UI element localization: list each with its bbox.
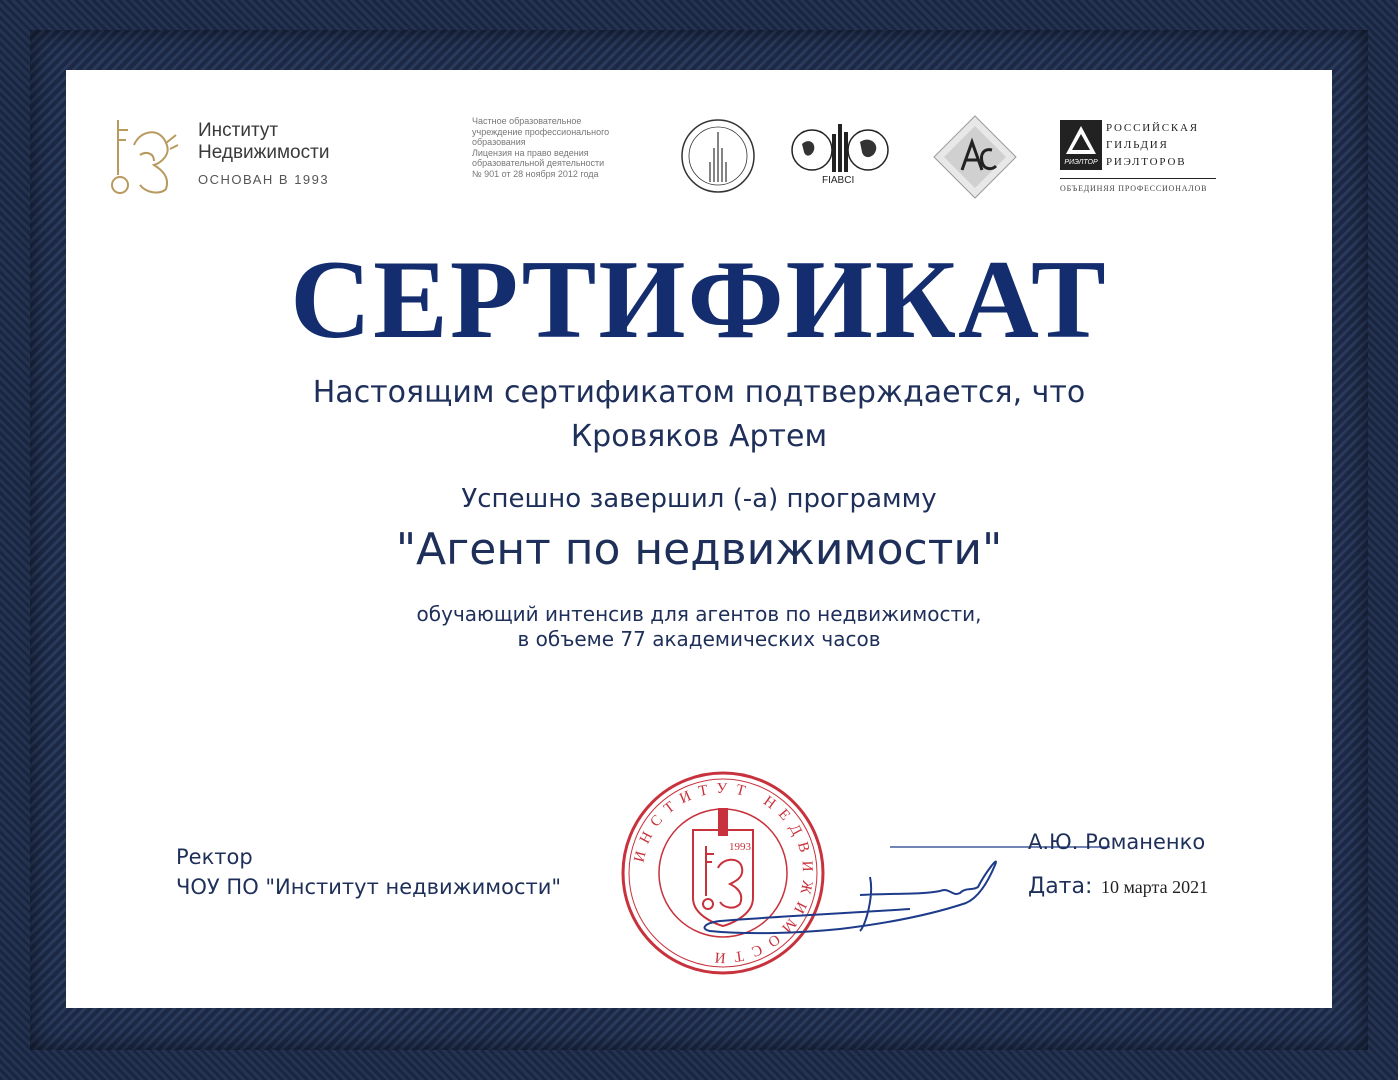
program-name: "Агент по недвижимости"	[395, 524, 1003, 575]
rgr-subtitle: ОБЪЕДИНЯЯ ПРОФЕССИОНАЛОВ	[1060, 184, 1208, 193]
date-label: Дата:	[1028, 874, 1093, 899]
rgr-name-line: ГИЛЬДИЯ	[1106, 139, 1169, 151]
rgr-name	[1106, 120, 1199, 171]
license-line: Лицензия на право ведения	[472, 147, 589, 158]
header-logos	[110, 110, 1230, 210]
license-line: № 901 от 28 ноября 2012 года	[472, 168, 599, 179]
institute-name-line2: Недвижимости	[198, 142, 330, 163]
business-academy-logo-icon	[680, 118, 756, 194]
rgr-name-line: РИЭЛТОРОВ	[1106, 156, 1187, 168]
institute-name	[198, 120, 329, 164]
program-description-line1: обучающий интенсив для агентов по недвижимости,	[416, 602, 982, 626]
fiabci-globes-logo-icon	[790, 122, 890, 174]
license-text	[472, 116, 662, 179]
institute-founded: ОСНОВАН В 1993	[198, 172, 330, 187]
license-line: образования	[472, 137, 526, 147]
rector-title: Ректор	[176, 845, 253, 869]
rector-block	[176, 842, 561, 902]
confirm-text: Настоящим сертификатом подтверждается, что	[312, 375, 1086, 410]
institute-name-line1: Институт	[198, 120, 279, 141]
rgr-diamond-logo-icon	[932, 114, 1018, 200]
certificate-title: СЕРТИФИКАТ	[290, 238, 1108, 362]
license-line: Частное образовательное	[472, 116, 582, 126]
license-line: учреждение профессионального	[472, 126, 610, 137]
rgr-divider	[1060, 178, 1216, 179]
institute-key-logo-icon	[110, 115, 180, 200]
rector-organization: ЧОУ ПО "Институт недвижимости"	[176, 875, 562, 899]
completed-text: Успешно завершил (-а) программу	[461, 484, 937, 514]
rieltor-badge-text: РИЭЛТОР	[1064, 159, 1098, 166]
fiabci-label: FIABCI	[822, 175, 855, 186]
license-line: образовательной деятельности	[472, 158, 605, 168]
seal-year: 1993	[729, 841, 751, 853]
seal-text: ИНСТИТУТ НЕДВИЖИМОСТИ	[631, 780, 816, 966]
person-name: Кровяков Артем	[570, 419, 828, 454]
rgr-name-line: РОССИЙСКАЯ	[1106, 122, 1199, 134]
date-value: 10 марта 2021	[1101, 877, 1209, 897]
program-description-line2: в объеме 77 академических часов	[517, 627, 881, 651]
signer-name: А.Ю. Романенко	[1028, 830, 1206, 854]
